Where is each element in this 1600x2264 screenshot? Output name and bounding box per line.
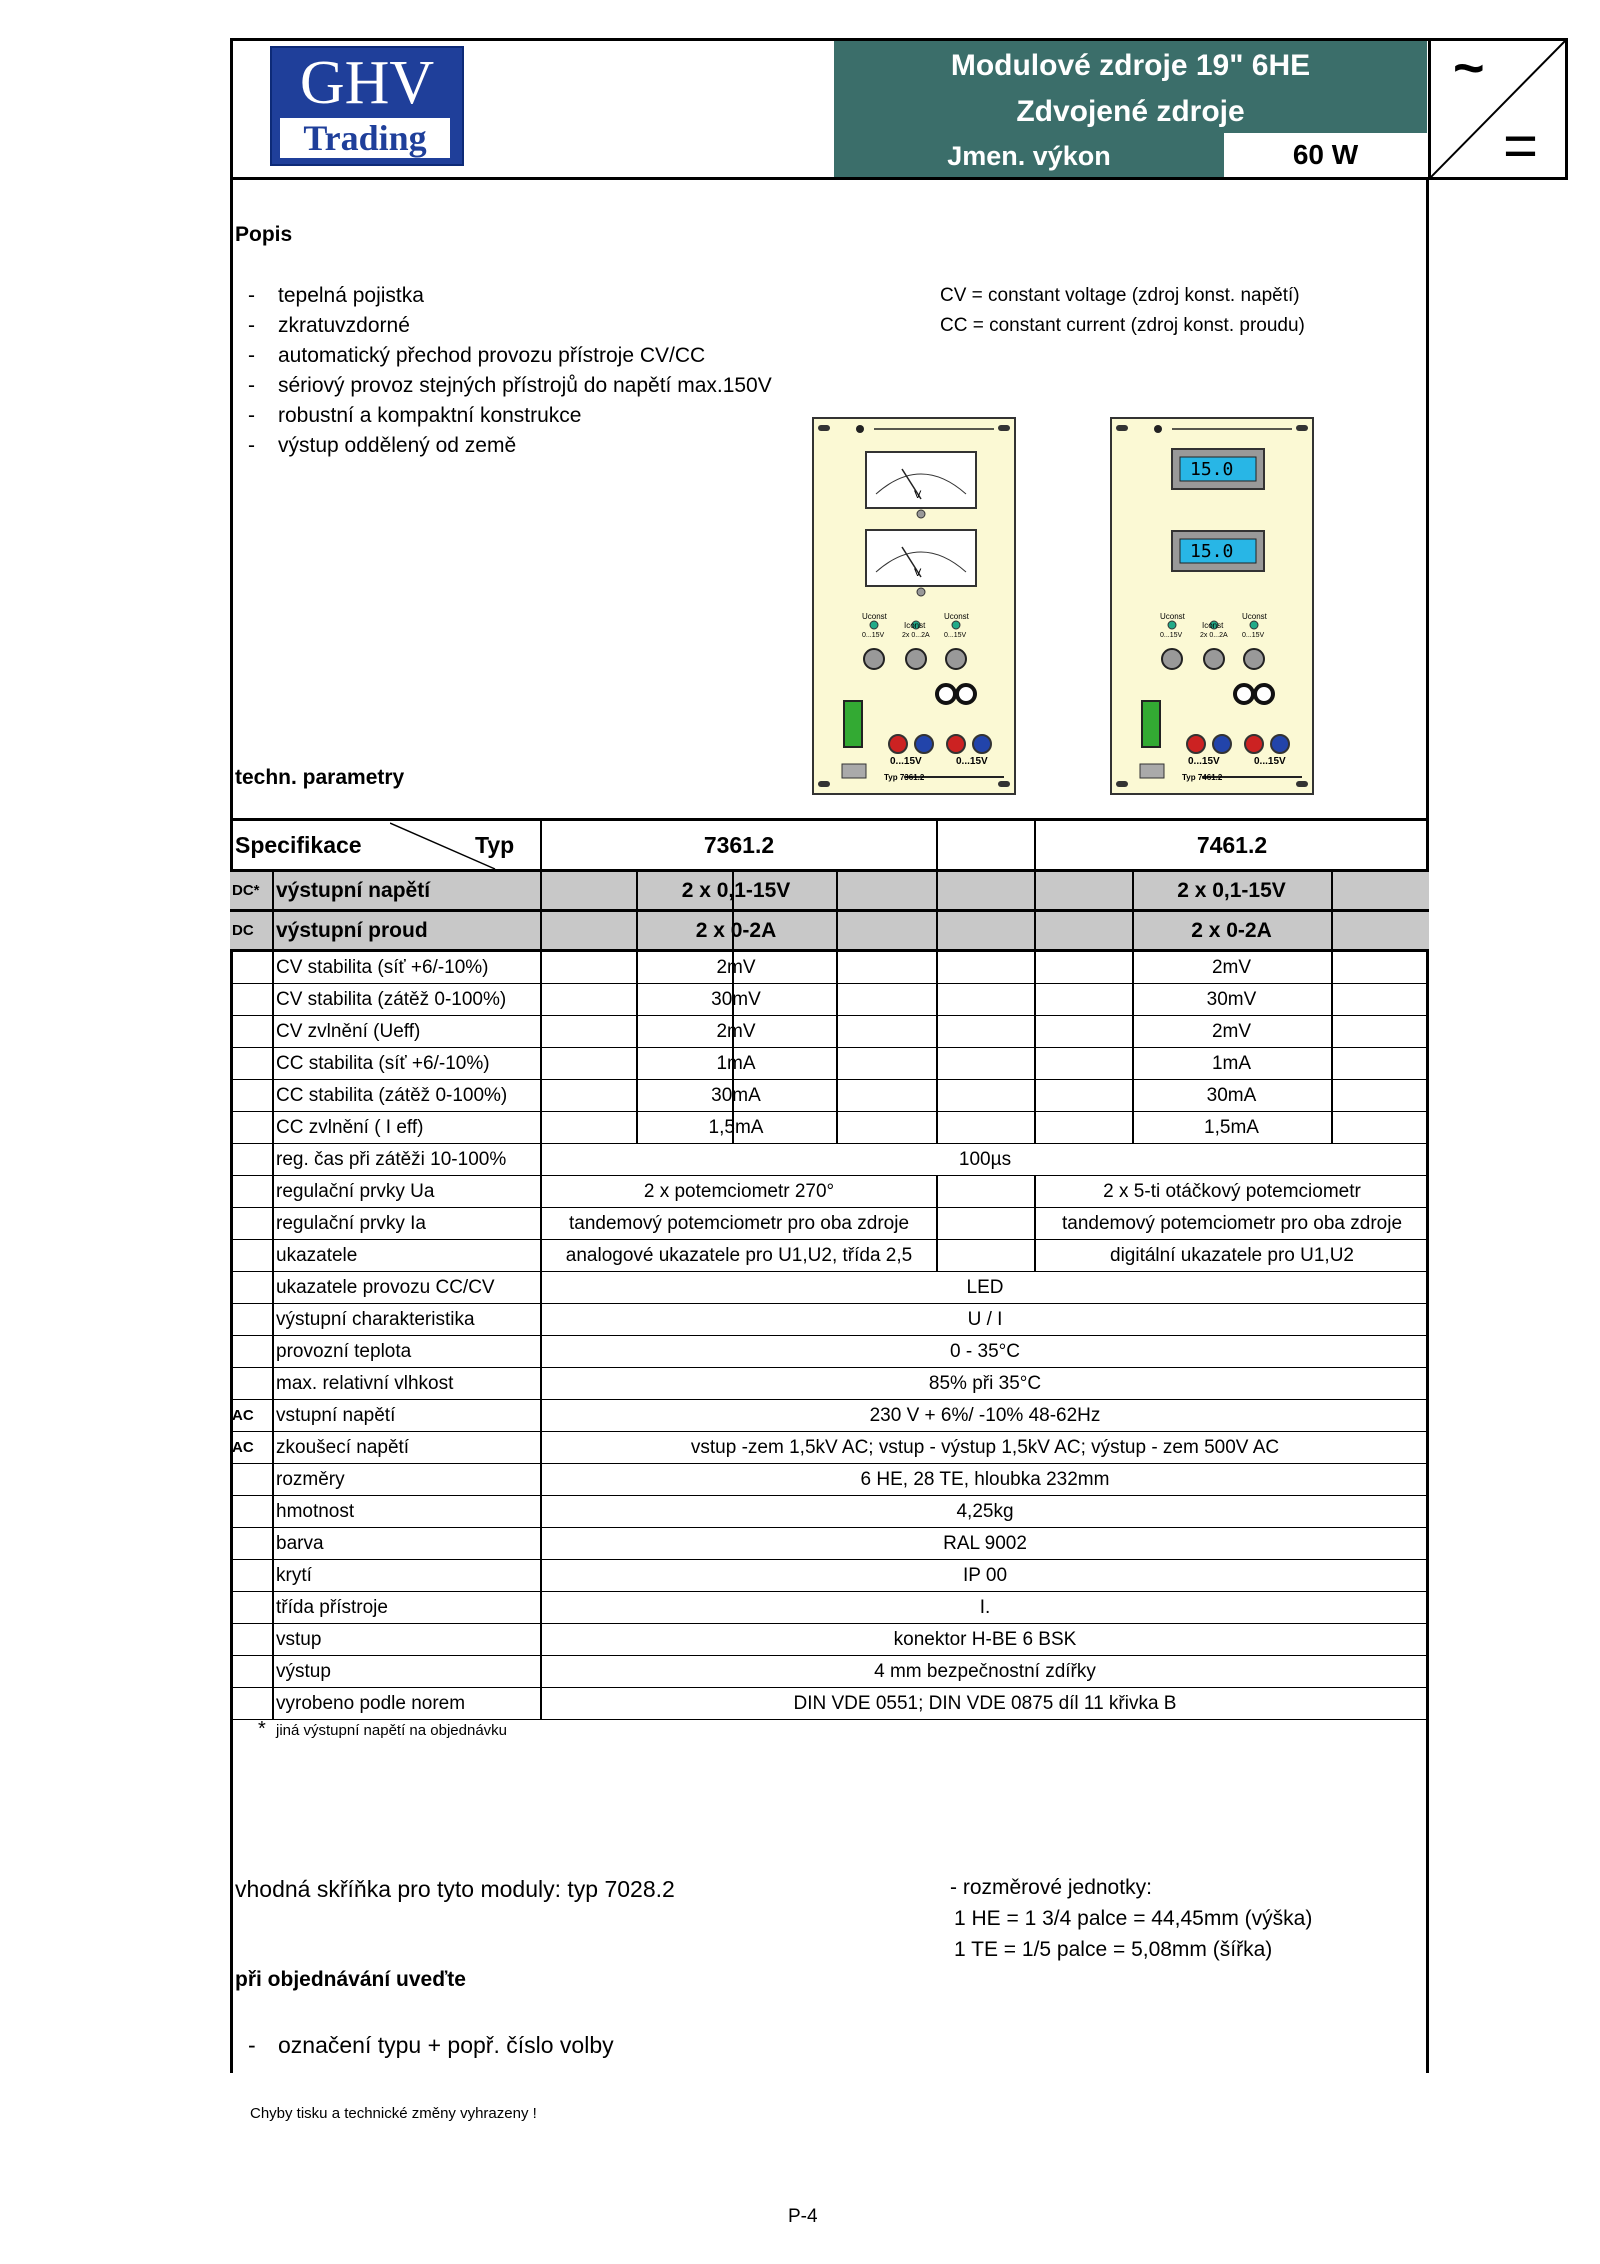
table-row: [230, 1048, 1429, 1080]
row-label: zkoušecí napětí: [276, 1436, 410, 1458]
footnote: jiná výstupní napětí na objednávku: [276, 1722, 507, 1739]
digital-display-2: 15.0: [1190, 541, 1234, 562]
label-uconst-1: Uconst: [1160, 612, 1185, 621]
acdc-diagonal: [1431, 41, 1568, 177]
value-common: konektor H-BE 6 BSK: [893, 1628, 1077, 1650]
model2-header: 7461.2: [1196, 831, 1268, 858]
output-range-1: 0...15V: [1188, 756, 1220, 767]
ac-dc-symbol-block: [1428, 38, 1568, 179]
tech-params-heading: techn. parametry: [235, 766, 405, 789]
abbreviation-notes: [940, 281, 1305, 341]
value-common: vstup -zem 1,5kV AC; vstup - výstup 1,5kV AC; výstup - zem 500V AC: [690, 1436, 1280, 1458]
typ-header-label: Typ: [475, 831, 515, 858]
row-label: výstupní napětí: [276, 878, 431, 902]
row-tag: [232, 1304, 272, 1335]
front-panel-analog: [814, 419, 1014, 793]
description-heading: Popis: [235, 223, 293, 246]
row-tag: [232, 1560, 272, 1591]
row-tag: [232, 1080, 272, 1111]
row-tag: [232, 1528, 272, 1559]
value-7461: 30mA: [1206, 1084, 1257, 1106]
row-label: výstup: [276, 1660, 331, 1682]
page-number: P-4: [788, 2206, 818, 2227]
table-row: [230, 1560, 1429, 1592]
value-7361: 2 x 0,1-15V: [681, 878, 791, 902]
digital-display-1: 15.0: [1190, 459, 1234, 480]
range-a: 2x 0...2A: [1200, 632, 1228, 639]
list-item: - robustní a kompaktní konstrukce: [248, 404, 582, 427]
table-row: [230, 1272, 1429, 1304]
row-tag: [232, 952, 272, 983]
row-label: výstupní charakteristika: [276, 1308, 475, 1330]
list-item: - tepelná pojistka: [248, 284, 424, 307]
value-common: DIN VDE 0551; DIN VDE 0875 díl 11 křivka B: [793, 1692, 1177, 1714]
value-common: I.: [979, 1596, 991, 1618]
feature-list: [248, 281, 772, 461]
list-item: - sériový provoz stejných přístrojů do napětí max.150V: [248, 374, 772, 397]
value-7461: 2 x 0-2A: [1191, 918, 1272, 942]
value-7361: 2 x potemciometr 270°: [643, 1180, 835, 1202]
row-tag: [232, 1240, 272, 1271]
panel-type-label: Typ 7361.2: [884, 773, 925, 782]
label-uconst-1: Uconst: [862, 612, 887, 621]
row-tag: [232, 1496, 272, 1527]
row-tag: [232, 1176, 272, 1207]
value-7361: 30mA: [711, 1084, 761, 1106]
value-7461: 2 x 0,1-15V: [1177, 878, 1286, 902]
row-tag: [232, 1144, 272, 1175]
order-heading: při objednávání uveďte: [235, 1968, 466, 1991]
value-7361: 1,5mA: [708, 1116, 764, 1138]
table-row: [230, 1336, 1429, 1368]
page-frame: [230, 38, 1568, 2227]
table-row: [230, 1528, 1429, 1560]
units-he: 1 HE = 1 3/4 palce = 44,45mm (výška): [954, 1907, 1313, 1930]
order-item: - označení typu + popř. číslo volby: [248, 2032, 614, 2058]
product-image-7361: [812, 417, 1016, 795]
range-v-2: 0...15V: [944, 632, 967, 639]
table-row: [230, 1368, 1429, 1400]
row-label: CV stabilita (zátěž 0-100%): [276, 988, 507, 1010]
value-7361: 2mV: [716, 956, 756, 978]
row-label: vstupní napětí: [276, 1404, 396, 1426]
power-value: 60 W: [1224, 133, 1427, 177]
table-row: [230, 1432, 1429, 1464]
value-common: 4 mm bezpečnostní zdířky: [874, 1660, 1096, 1682]
row-tag: [232, 1016, 272, 1047]
logo-line1: GHV: [299, 49, 435, 117]
units-title: - rozměrové jednotky:: [950, 1876, 1152, 1899]
row-tag: [232, 1624, 272, 1655]
value-7461: 1mA: [1211, 1052, 1252, 1074]
row-tag: [232, 1208, 272, 1239]
value-common: U / I: [967, 1308, 1003, 1330]
list-item: - zkratuvzdorné: [248, 314, 410, 337]
spec-header-row: [230, 818, 1429, 872]
note-cv: CV = constant voltage (zdroj konst. napětí): [940, 285, 1300, 306]
value-common: RAL 9002: [943, 1532, 1027, 1554]
table-row: [230, 1304, 1429, 1336]
value-7361: analogové ukazatele pro U1,U2, třída 2,5: [565, 1244, 913, 1266]
value-common: 4,25kg: [956, 1500, 1014, 1522]
value-7461: 1,5mA: [1204, 1116, 1259, 1138]
label-uconst-2: Uconst: [944, 612, 969, 621]
table-row: [230, 1240, 1429, 1272]
row-tag: AC: [232, 1407, 254, 1424]
row-label: CC zvlnění ( I eff): [276, 1116, 424, 1138]
row-tag: [232, 1048, 272, 1079]
value-7461: 2mV: [1211, 1020, 1252, 1042]
value-common: 6 HE, 28 TE, hloubka 232mm: [860, 1468, 1110, 1490]
value-common: 230 V + 6%/ -10% 48-62Hz: [869, 1404, 1101, 1426]
value-common: 100µs: [958, 1148, 1012, 1170]
row-tag: [232, 1656, 272, 1687]
value-common: 85% při 35°C: [928, 1372, 1042, 1394]
row-tag: [232, 1688, 272, 1719]
value-common: IP 00: [962, 1564, 1008, 1586]
range-v-1: 0...15V: [1160, 632, 1183, 639]
table-row: [230, 984, 1429, 1016]
row-label: CV zvlnění (Ueff): [276, 1020, 421, 1042]
value-7361: 1mA: [716, 1052, 756, 1074]
value-7361: tandemový potemciometr pro oba zdroje: [568, 1212, 910, 1234]
table-row: [230, 1400, 1429, 1432]
table-row: [230, 1144, 1429, 1176]
table-row: [230, 1016, 1429, 1048]
range-a: 2x 0...2A: [902, 632, 930, 639]
header-title-block: [834, 41, 1427, 177]
table-row: [230, 1592, 1429, 1624]
footnote-star: *: [258, 1718, 266, 1740]
row-label: vstup: [276, 1628, 322, 1650]
output-range-2: 0...15V: [956, 756, 988, 767]
value-common: 0 - 35°C: [950, 1340, 1020, 1362]
row-label: regulační prvky Ua: [276, 1180, 435, 1202]
output-range-1: 0...15V: [890, 756, 922, 767]
row-label: krytí: [276, 1564, 312, 1586]
table-row: [230, 1656, 1429, 1688]
row-label: výstupní proud: [276, 918, 428, 942]
value-7361: 2 x 0-2A: [695, 918, 777, 942]
value-7461: 30mV: [1206, 988, 1257, 1010]
row-label: barva: [276, 1532, 324, 1554]
row-label: ukazatele provozu CC/CV: [276, 1276, 495, 1298]
row-label: třída přístroje: [276, 1596, 388, 1618]
power-label: Jmen. výkon: [947, 141, 1111, 171]
units-te: 1 TE = 1/5 palce = 5,08mm (šířka): [954, 1938, 1273, 1961]
row-label: CV stabilita (síť +6/-10%): [276, 956, 489, 978]
table-row: [230, 952, 1429, 984]
table-row: [230, 1208, 1429, 1240]
row-label: vyrobeno podle norem: [276, 1692, 466, 1714]
company-logo: [270, 46, 464, 166]
ac-symbol: ~: [1453, 38, 1485, 98]
value-7361: 30mV: [711, 988, 761, 1010]
panel-type-label: Typ 7461.2: [1182, 773, 1223, 782]
row-label: CC stabilita (síť +6/-10%): [276, 1052, 490, 1074]
list-item: - automatický přechod provozu přístroje CV/CC: [248, 344, 706, 367]
row-label: regulační prvky Ia: [276, 1212, 426, 1234]
spec-header-label: Specifikace: [235, 831, 362, 858]
note-cc: CC = constant current (zdroj konst. proudu): [940, 315, 1305, 336]
table-row: [230, 1464, 1429, 1496]
disclaimer: Chyby tisku a technické změny vyhrazeny !: [250, 2105, 537, 2122]
header-title1: Modulové zdroje 19" 6HE: [950, 49, 1311, 82]
table-row: [230, 912, 1429, 952]
model1-header: 7361.2: [703, 831, 775, 858]
range-v-1: 0...15V: [862, 632, 885, 639]
value-7361: 2mV: [716, 1020, 756, 1042]
meter-unit-2: V: [914, 567, 922, 579]
value-7461: tandemový potemciometr pro oba zdroje: [1061, 1212, 1403, 1234]
row-tag: [232, 1368, 272, 1399]
row-label: rozměry: [276, 1468, 345, 1490]
row-tag: [232, 1592, 272, 1623]
row-label: ukazatele: [276, 1244, 358, 1266]
value-7461: 2mV: [1211, 956, 1252, 978]
meter-unit-1: V: [914, 489, 922, 501]
logo-line2: Trading: [280, 118, 450, 158]
table-row: [230, 1112, 1429, 1144]
enclosure-note: vhodná skříňka pro tyto moduly: typ 7028.2: [235, 1876, 675, 1902]
row-tag: DC: [232, 922, 254, 939]
value-7461: digitální ukazatele pro U1,U2: [1110, 1244, 1354, 1266]
row-label: CC stabilita (zátěž 0-100%): [276, 1084, 508, 1106]
row-tag: DC*: [232, 882, 260, 899]
table-row: [230, 1688, 1429, 1720]
row-label: max. relativní vlhkost: [276, 1372, 454, 1394]
header-title2: Zdvojené zdroje: [1016, 95, 1245, 128]
row-label: reg. čas při zátěži 10-100%: [276, 1148, 507, 1170]
output-range-2: 0...15V: [1254, 756, 1286, 767]
row-tag: [232, 1336, 272, 1367]
table-row: [230, 872, 1429, 912]
row-tag: [232, 1464, 272, 1495]
label-iconst: Iconst: [1202, 621, 1224, 630]
row-tag: [232, 1272, 272, 1303]
row-tag: [232, 984, 272, 1015]
range-v-2: 0...15V: [1242, 632, 1265, 639]
label-iconst: Iconst: [904, 621, 926, 630]
row-tag: AC: [232, 1439, 254, 1456]
dc-symbol: =: [1503, 112, 1539, 179]
table-row: [230, 1496, 1429, 1528]
table-row: [230, 1080, 1429, 1112]
table-row: [230, 1176, 1429, 1208]
list-item: - výstup oddělený od země: [248, 434, 517, 457]
product-image-7461: [1110, 417, 1314, 795]
row-tag: [232, 1112, 272, 1143]
label-uconst-2: Uconst: [1242, 612, 1267, 621]
value-common: LED: [966, 1276, 1004, 1298]
row-label: provozní teplota: [276, 1340, 412, 1362]
row-label: hmotnost: [276, 1500, 355, 1522]
value-7461: 2 x 5-ti otáčkový potemciometr: [1103, 1180, 1361, 1202]
table-row: [230, 1624, 1429, 1656]
